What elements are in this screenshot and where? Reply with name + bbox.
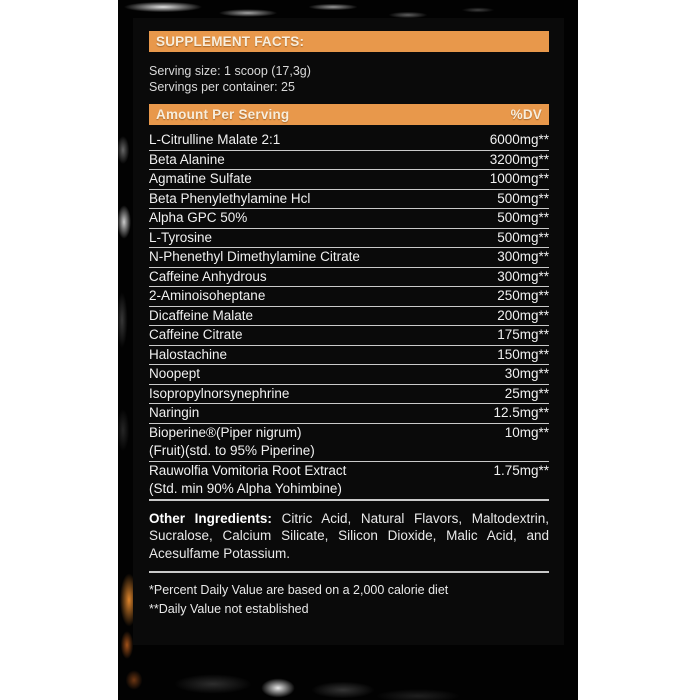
ingredient-amount: 175mg**	[497, 327, 549, 342]
ingredient-amount: 500mg**	[497, 190, 549, 206]
ingredient-row	[149, 307, 549, 327]
supplement-facts-header: SUPPLEMENT FACTS:	[149, 31, 549, 52]
ingredient-amount: 150mg**	[497, 346, 549, 362]
ingredient-row	[149, 170, 549, 190]
footnote: *Percent Daily Value are based on a 2,000 calorie diet	[149, 583, 449, 597]
ingredient-row	[149, 209, 549, 229]
ingredient-row	[149, 151, 549, 171]
ingredient-name: Alpha GPC 50%	[149, 210, 248, 225]
servings-per-container-text: Servings per container: 25	[149, 80, 295, 94]
ingredient-row	[149, 229, 549, 249]
ingredient-amount: 30mg**	[504, 366, 549, 381]
ingredient-name: Dicaffeine Malate	[149, 307, 254, 323]
amount-per-serving-label: Amount Per Serving	[156, 107, 290, 122]
ingredient-amount: 6000mg**	[489, 132, 549, 147]
amount-per-serving-header	[149, 104, 549, 125]
ingredient-row	[149, 385, 549, 405]
ingredient-name: Agmatine Sulfate	[149, 171, 252, 186]
ingredient-row	[149, 326, 549, 346]
ingredient-row	[149, 365, 549, 385]
ingredient-name: N-Phenethyl Dimethylamine Citrate	[149, 249, 360, 264]
ingredient-row	[149, 248, 549, 268]
ingredient-name: Beta Alanine	[149, 151, 225, 167]
other-ingredients-paragraph	[149, 510, 549, 574]
ingredient-name: Caffeine Citrate	[149, 327, 243, 342]
ingredient-name: L-Tyrosine	[149, 229, 213, 245]
ingredient-row	[149, 462, 549, 501]
ingredient-row	[149, 268, 549, 288]
ingredient-name: Bioperine®(Piper nigrum)	[149, 424, 302, 440]
ingredient-amount: 500mg**	[497, 210, 549, 225]
ingredient-amount: 500mg**	[497, 229, 549, 245]
ingredient-name: Beta Phenylethylamine Hcl	[149, 190, 311, 206]
ingredient-row	[149, 131, 549, 151]
supplement-facts-panel	[133, 18, 564, 645]
serving-size-text: Serving size: 1 scoop (17,3g)	[149, 64, 311, 78]
ingredient-name-continued: (Fruit)(std. to 95% Piperine)	[149, 443, 315, 458]
ingredient-name: Halostachine	[149, 346, 228, 362]
other-ingredients-text: Citric Acid, Natural Flavors, Maltodextrin, Sucralose, Calcium Silicate, Silicon Dioxide, Malic Acid, and Acesulfame Potassium.	[149, 510, 550, 561]
ingredient-name: Naringin	[149, 405, 200, 420]
ingredient-name: Noopept	[149, 366, 201, 381]
ingredient-amount: 12.5mg**	[493, 405, 549, 420]
ingredient-name: Rauwolfia Vomitoria Root Extract	[149, 462, 347, 478]
footnote: **Daily Value not established	[149, 602, 309, 616]
percent-dv-label: %DV	[510, 107, 542, 122]
ingredient-amount: 1000mg**	[489, 171, 549, 186]
ingredient-name: Caffeine Anhydrous	[149, 268, 267, 284]
ingredient-row	[149, 346, 549, 366]
ingredient-amount: 3200mg**	[489, 151, 549, 167]
ingredient-amount: 200mg**	[497, 307, 549, 323]
other-ingredients-label: Other Ingredients:	[149, 510, 272, 526]
ingredient-row	[149, 190, 549, 210]
ingredient-name-continued: (Std. min 90% Alpha Yohimbine)	[149, 481, 342, 496]
footnotes	[149, 581, 549, 619]
ingredient-row	[149, 404, 549, 424]
ingredient-amount: 25mg**	[504, 385, 549, 401]
ingredient-amount: 10mg**	[504, 424, 549, 440]
ingredients-table	[149, 131, 549, 501]
ingredient-row	[149, 287, 549, 307]
ingredient-name: 2-Aminoisoheptane	[149, 288, 266, 303]
ingredient-amount: 1.75mg**	[493, 462, 549, 478]
ingredient-name: Isopropylnorsynephrine	[149, 385, 290, 401]
ingredient-amount: 300mg**	[497, 249, 549, 264]
ingredient-row	[149, 424, 549, 462]
ingredient-amount: 300mg**	[497, 268, 549, 284]
ingredient-amount: 250mg**	[497, 288, 549, 303]
ingredient-name: L-Citrulline Malate 2:1	[149, 132, 281, 147]
